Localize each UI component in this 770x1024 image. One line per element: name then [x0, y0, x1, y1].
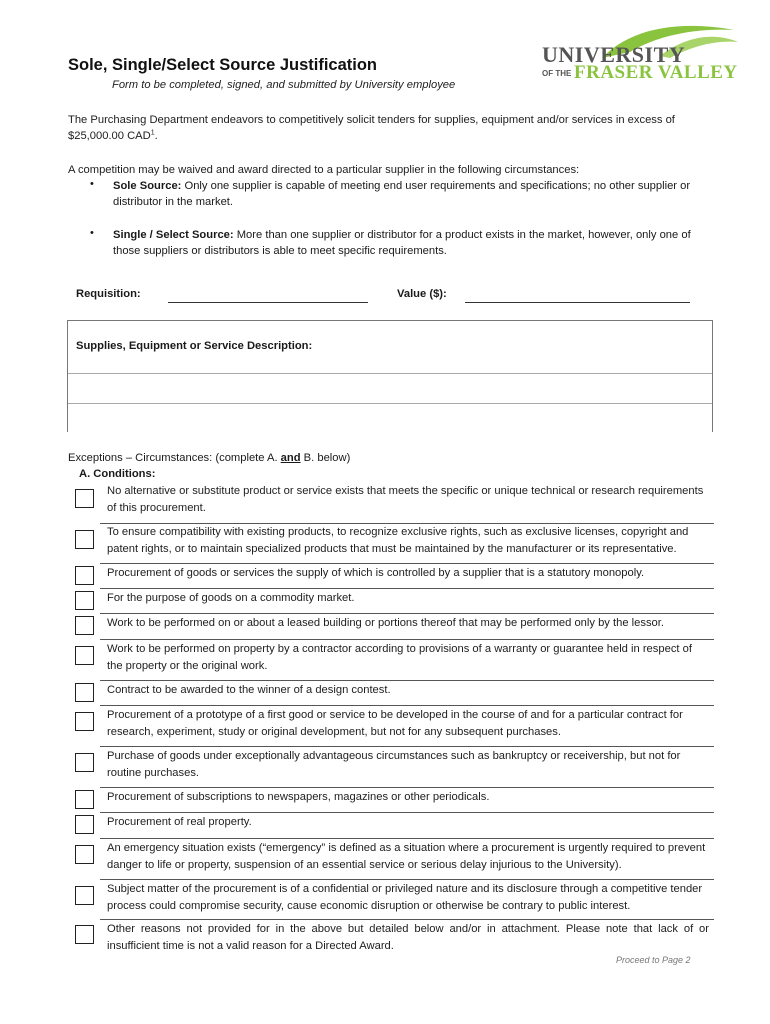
exceptions-heading-bold: Exceptions – Circumstances: — [68, 452, 213, 464]
divider — [100, 879, 714, 880]
condition-checkbox[interactable] — [75, 790, 94, 809]
condition-checkbox[interactable] — [75, 530, 94, 549]
condition-text: An emergency situation exists (“emergency” is defined as a situation where a procurement is urgently required to prevent danger to life or property, suspension of an essential service or serious delay injurious to the University). — [107, 842, 706, 871]
requisition-field[interactable] — [168, 302, 368, 303]
condition-text: Procurement of a prototype of a first good or service to be developed in the course of and for a particular contract for research, experiment, study or original development, but not for any subsequent purchases. — [107, 709, 683, 738]
logo-fraser-valley-text: FRASER VALLEY — [574, 62, 738, 83]
logo-of-the-text: OF THE — [542, 69, 572, 78]
divider — [100, 639, 714, 640]
divider — [100, 705, 714, 706]
requisition-label: Requisition: — [76, 288, 141, 300]
condition-checkbox[interactable] — [75, 886, 94, 905]
condition-text: Work to be performed on or about a leased building or portions thereof that may be performed only by the lessor. — [107, 617, 664, 629]
condition-item — [70, 705, 714, 746]
intro-paragraph — [68, 112, 708, 144]
bullet-single-select-source — [113, 227, 711, 259]
condition-item — [70, 812, 714, 838]
condition-text: Procurement of goods or services the supply of which is controlled by a supplier that is a statutory monopoly. — [107, 567, 645, 579]
university-logo — [530, 22, 740, 92]
condition-checkbox[interactable] — [75, 845, 94, 864]
condition-item — [70, 879, 714, 919]
divider — [100, 812, 714, 813]
divider — [100, 588, 714, 589]
divider — [100, 746, 714, 747]
divider — [100, 787, 714, 788]
intro-text: The Purchasing Department endeavors to competitively solicit tenders for supplies, equipment and/or services in excess of $25,000.00 CAD — [68, 114, 675, 142]
bullet-text: More than one supplier or distributor for a product exists in the market, however, only one of those suppliers or distributors is able to meet specific requirements. — [113, 229, 691, 257]
condition-checkbox[interactable] — [75, 683, 94, 702]
condition-checkbox[interactable] — [75, 925, 94, 944]
description-input-row[interactable] — [68, 403, 712, 432]
bullet-sole-source — [113, 178, 711, 210]
divider — [100, 919, 714, 920]
condition-checkbox[interactable] — [75, 616, 94, 635]
form-title: Sole, Single/Select Source Justification — [68, 56, 378, 74]
condition-checkbox[interactable] — [75, 646, 94, 665]
exceptions-heading-text: (complete A. — [212, 452, 281, 464]
condition-item — [70, 680, 714, 705]
bullet-icon: • — [90, 178, 94, 190]
form-subtitle: Form to be completed, signed, and submitted by University employee — [112, 79, 456, 91]
condition-text: To ensure compatibility with existing products, to recognize exclusive rights, such as exclusive licenses, copyright and patent rights, or to maintain specialized products that must be maintained by the manufacturer or its representative. — [107, 526, 689, 555]
condition-text: Work to be performed on property by a contractor according to provisions of a warranty or guarantee held in respect of the property or the original work. — [107, 643, 692, 672]
value-label: Value ($): — [397, 288, 447, 300]
divider — [100, 838, 714, 839]
condition-text: For the purpose of goods on a commodity market. — [107, 592, 355, 604]
condition-item — [70, 588, 714, 613]
condition-item — [70, 613, 714, 639]
bullet-text: Only one supplier is capable of meeting end user requirements and specifications; no other supplier or distributor in the market. — [113, 180, 691, 208]
exceptions-heading-text: B. below) — [300, 452, 351, 464]
divider — [100, 613, 714, 614]
condition-checkbox[interactable] — [75, 566, 94, 585]
bullet-label: Sole Source: — [113, 180, 182, 192]
intro-period: . — [154, 130, 158, 142]
condition-item — [70, 919, 714, 955]
divider — [100, 563, 714, 564]
condition-text: Procurement of subscriptions to newspapers, magazines or other periodicals. — [107, 791, 490, 803]
condition-checkbox[interactable] — [75, 815, 94, 834]
description-box — [67, 320, 713, 432]
value-field[interactable] — [465, 302, 690, 303]
condition-item — [70, 787, 714, 812]
condition-text: No alternative or substitute product or service exists that meets the specific or unique technical or research requirements of this procurement. — [107, 485, 704, 514]
footnote-marker: 1 — [150, 129, 155, 137]
description-input-row[interactable] — [68, 373, 712, 405]
logo-university-text: UNIVERSITY — [542, 42, 686, 67]
condition-text: Subject matter of the procurement is of a confidential or privileged nature and its disclosure through a competitive tender process could compromise security, cause economic disruption or otherwise be contrary to public interest. — [107, 883, 703, 912]
divider — [100, 680, 714, 681]
condition-item — [70, 746, 714, 787]
condition-text: Purchase of goods under exceptionally advantageous circumstances such as bankruptcy or receivership, but not for routine purchases. — [107, 750, 681, 779]
exceptions-heading — [68, 452, 350, 464]
condition-checkbox[interactable] — [75, 591, 94, 610]
conditions-heading: A. Conditions: — [79, 468, 156, 480]
proceed-to-page-2: Proceed to Page 2 — [616, 955, 691, 965]
bullet-label: Single / Select Source: — [113, 229, 234, 241]
condition-item — [70, 523, 714, 563]
condition-text: Contract to be awarded to the winner of a design contest. — [107, 684, 391, 696]
condition-item — [70, 563, 714, 588]
exceptions-heading-and: and — [280, 452, 301, 464]
condition-text: Other reasons not provided for in the above but detailed below and/or in attachment. Please note that lack of or insufficient time is not a valid reason for a Directed Award. — [107, 923, 709, 952]
condition-item — [70, 838, 714, 879]
circumstances-intro: A competition may be waived and award directed to a particular supplier in the following circumstances: — [68, 164, 580, 176]
condition-checkbox[interactable] — [75, 489, 94, 508]
description-label: Supplies, Equipment or Service Description: — [76, 340, 313, 352]
condition-checkbox[interactable] — [75, 712, 94, 731]
condition-item — [70, 483, 714, 523]
bullet-icon: • — [90, 227, 94, 239]
condition-item — [70, 639, 714, 680]
condition-checkbox[interactable] — [75, 753, 94, 772]
condition-text: Procurement of real property. — [107, 816, 252, 828]
